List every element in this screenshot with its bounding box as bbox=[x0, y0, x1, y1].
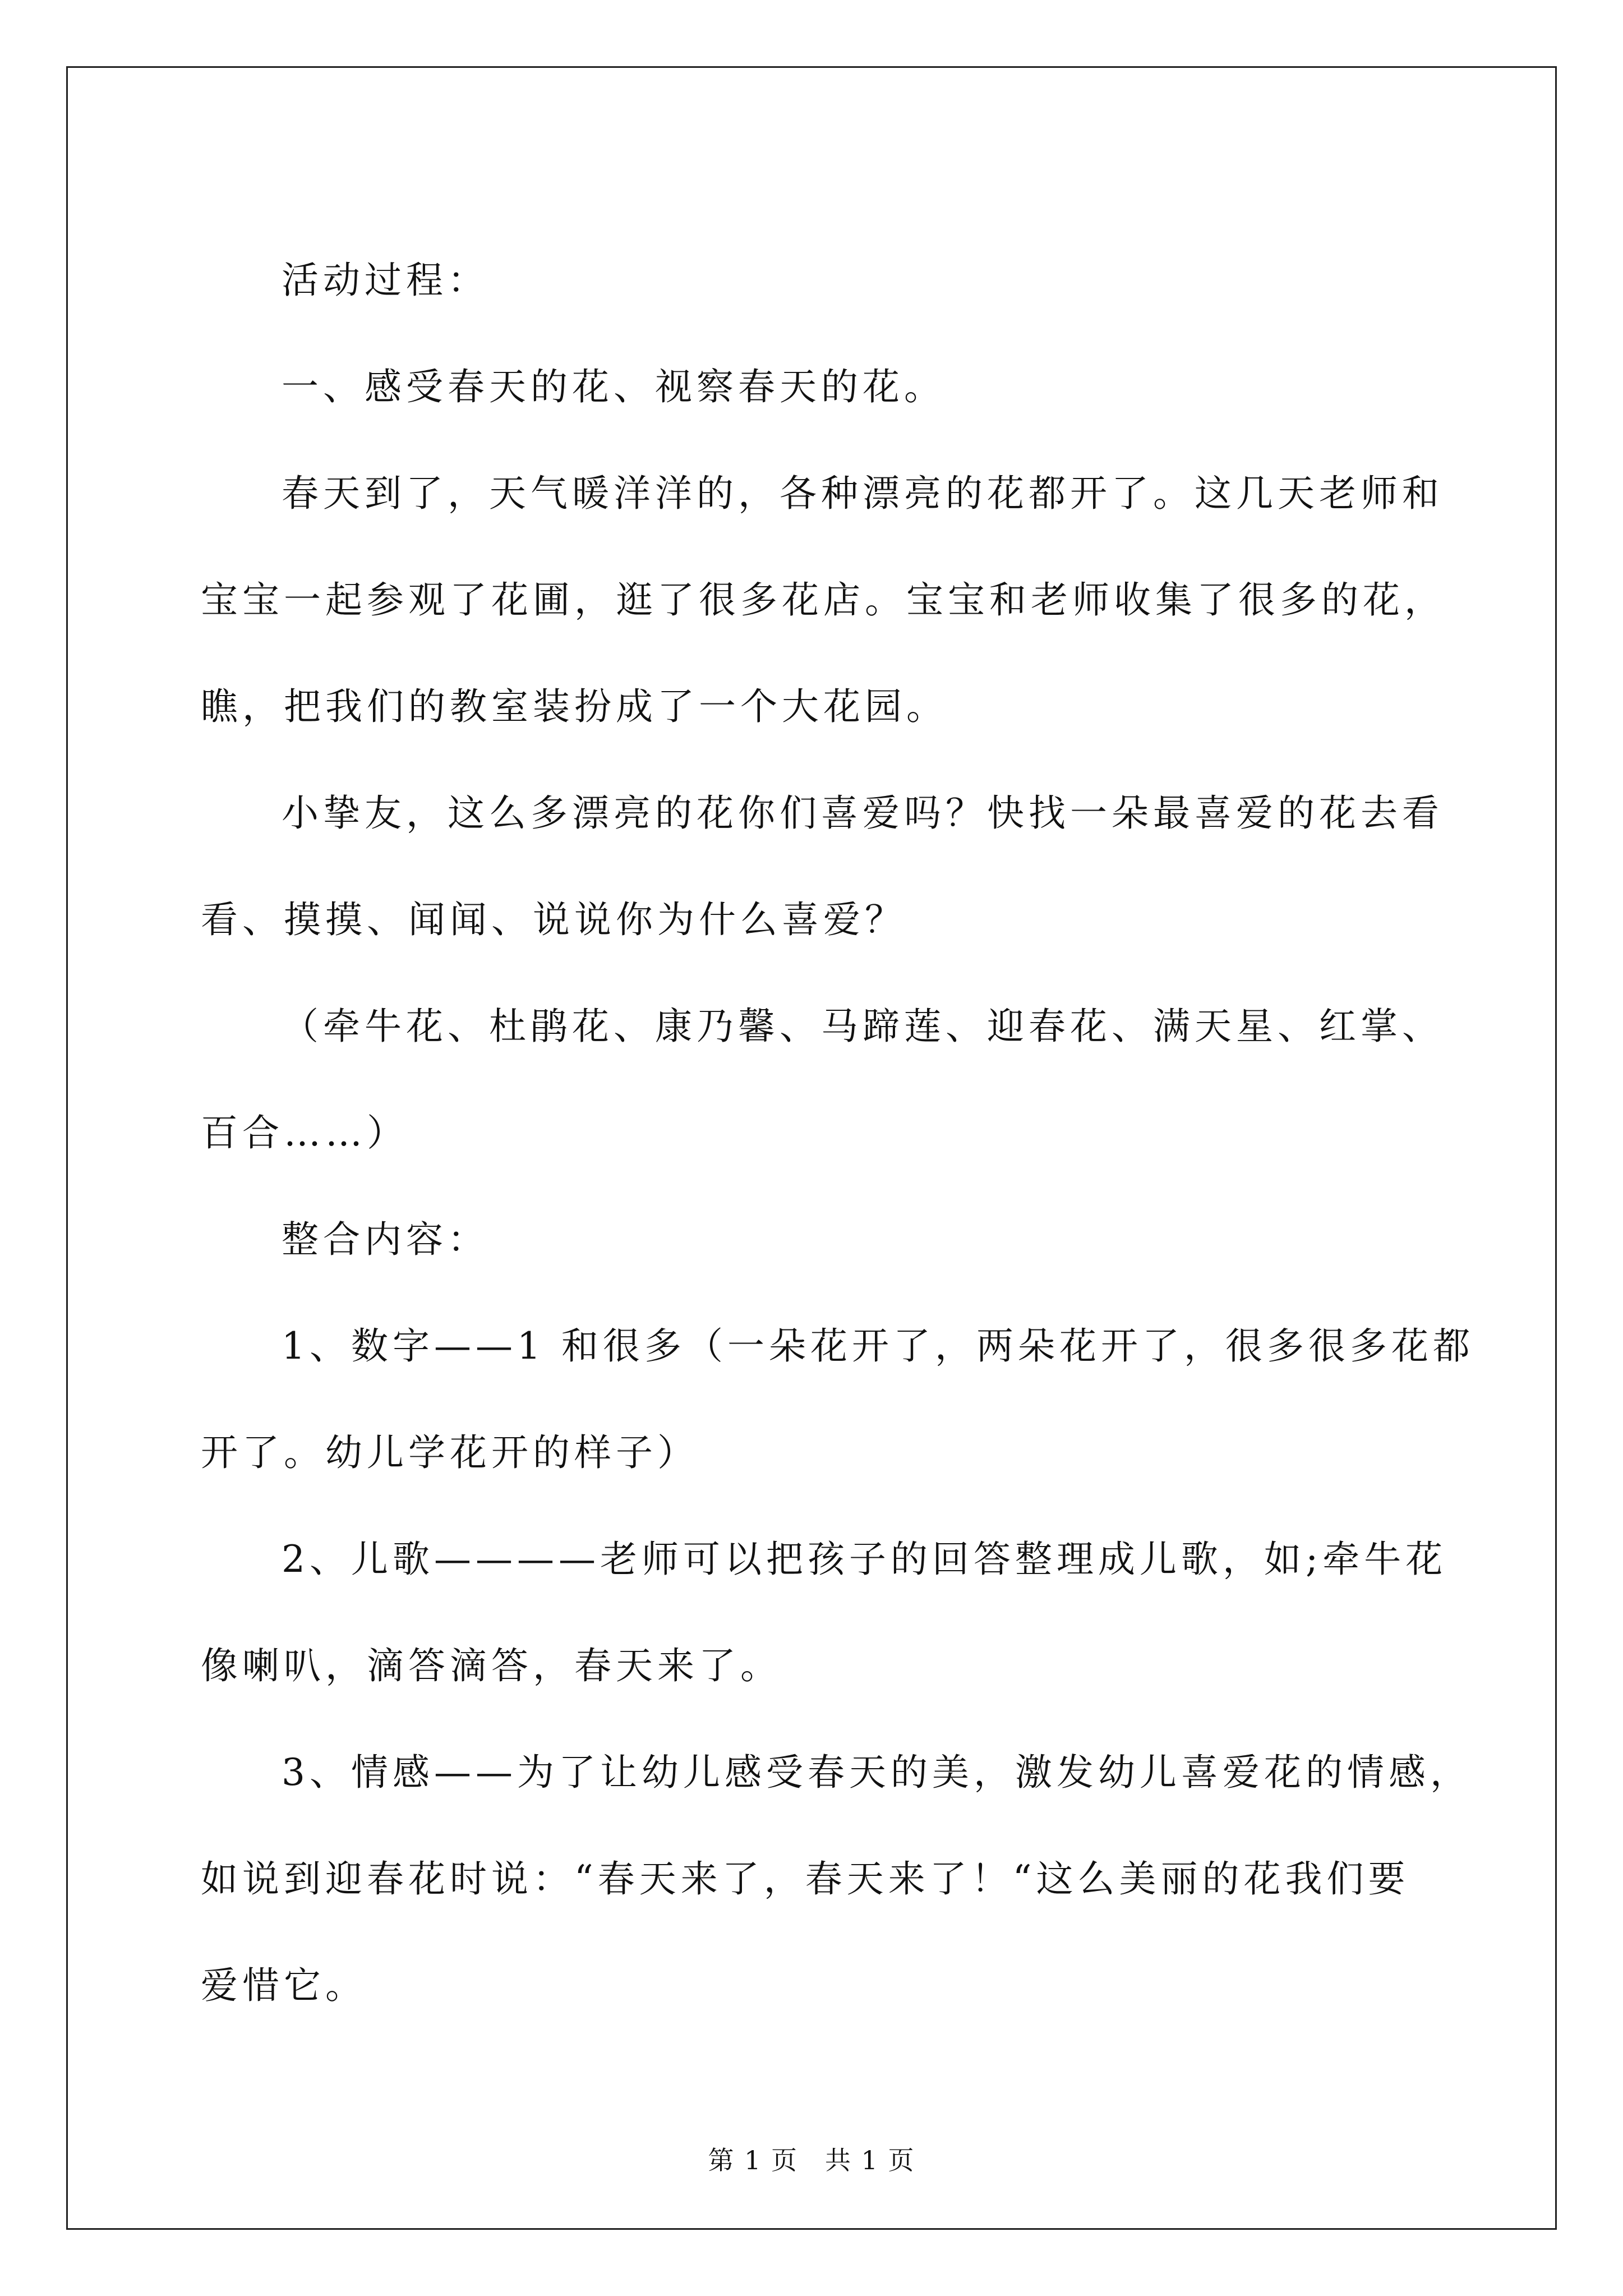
paragraph-line: 1、数字——1 和很多（一朵花开了，两朵花开了，很多很多花都 bbox=[282, 1324, 1474, 1368]
page-footer bbox=[0, 2140, 1623, 2177]
paragraph-line: 百合……） bbox=[201, 1111, 408, 1154]
paragraph-line: 如说到迎春花时说：“春天来了，春天来了！“这么美丽的花我们要 bbox=[201, 1857, 1410, 1901]
paragraph-line: 看、摸摸、闻闻、说说你为什么喜爱？ bbox=[201, 898, 906, 941]
paragraph bbox=[201, 227, 1435, 334]
paragraph-line: 3、情感——为了让幼儿感受春天的美，激发幼儿喜爱花的情感， bbox=[282, 1751, 1472, 1794]
paragraph bbox=[201, 334, 1435, 440]
page-total: 共 1 页 bbox=[825, 2145, 915, 2175]
paragraph-line: （牵牛花、杜鹃花、康乃馨、马蹄莲、迎春花、满天星、红掌、 bbox=[282, 1005, 1444, 1048]
paragraph-line: 小挚友，这么多漂亮的花你们喜爱吗？快找一朵最喜爱的花去看 bbox=[282, 792, 1444, 835]
paragraph-line: 一、感受春天的花、视察春天的花。 bbox=[282, 365, 946, 408]
paragraph-line: 春天到了，天气暖洋洋的，各种漂亮的花都开了。这几天老师和 bbox=[282, 472, 1444, 515]
paragraph-line: 活动过程： bbox=[282, 259, 489, 302]
paragraph-line: 2、儿歌————老师可以把孩子的回答整理成儿歌，如;牵牛花 bbox=[282, 1538, 1447, 1581]
paragraph-line: 瞧，把我们的教室装扮成了一个大花园。 bbox=[201, 685, 948, 728]
paragraph bbox=[201, 760, 1444, 973]
page-number: 第 1 页 bbox=[708, 2145, 798, 2175]
paragraph-line: 像喇叭，滴答滴答，春天来了。 bbox=[201, 1644, 782, 1687]
paragraph-line: 宝宝一起参观了花圃，逛了很多花店。宝宝和老师收集了很多的花， bbox=[201, 578, 1446, 622]
paragraph-line: 开了。幼儿学花开的样子） bbox=[201, 1431, 699, 1474]
paragraph bbox=[201, 1293, 1474, 1506]
paragraph bbox=[201, 1506, 1447, 1719]
paragraph bbox=[201, 1719, 1472, 2039]
document-body bbox=[201, 227, 1474, 2039]
paragraph-line: 整合内容： bbox=[282, 1218, 489, 1261]
paragraph bbox=[201, 973, 1444, 1186]
paragraph-line: 爱惜它。 bbox=[201, 1964, 367, 2007]
paragraph bbox=[201, 440, 1446, 760]
paragraph bbox=[201, 1186, 1435, 1293]
